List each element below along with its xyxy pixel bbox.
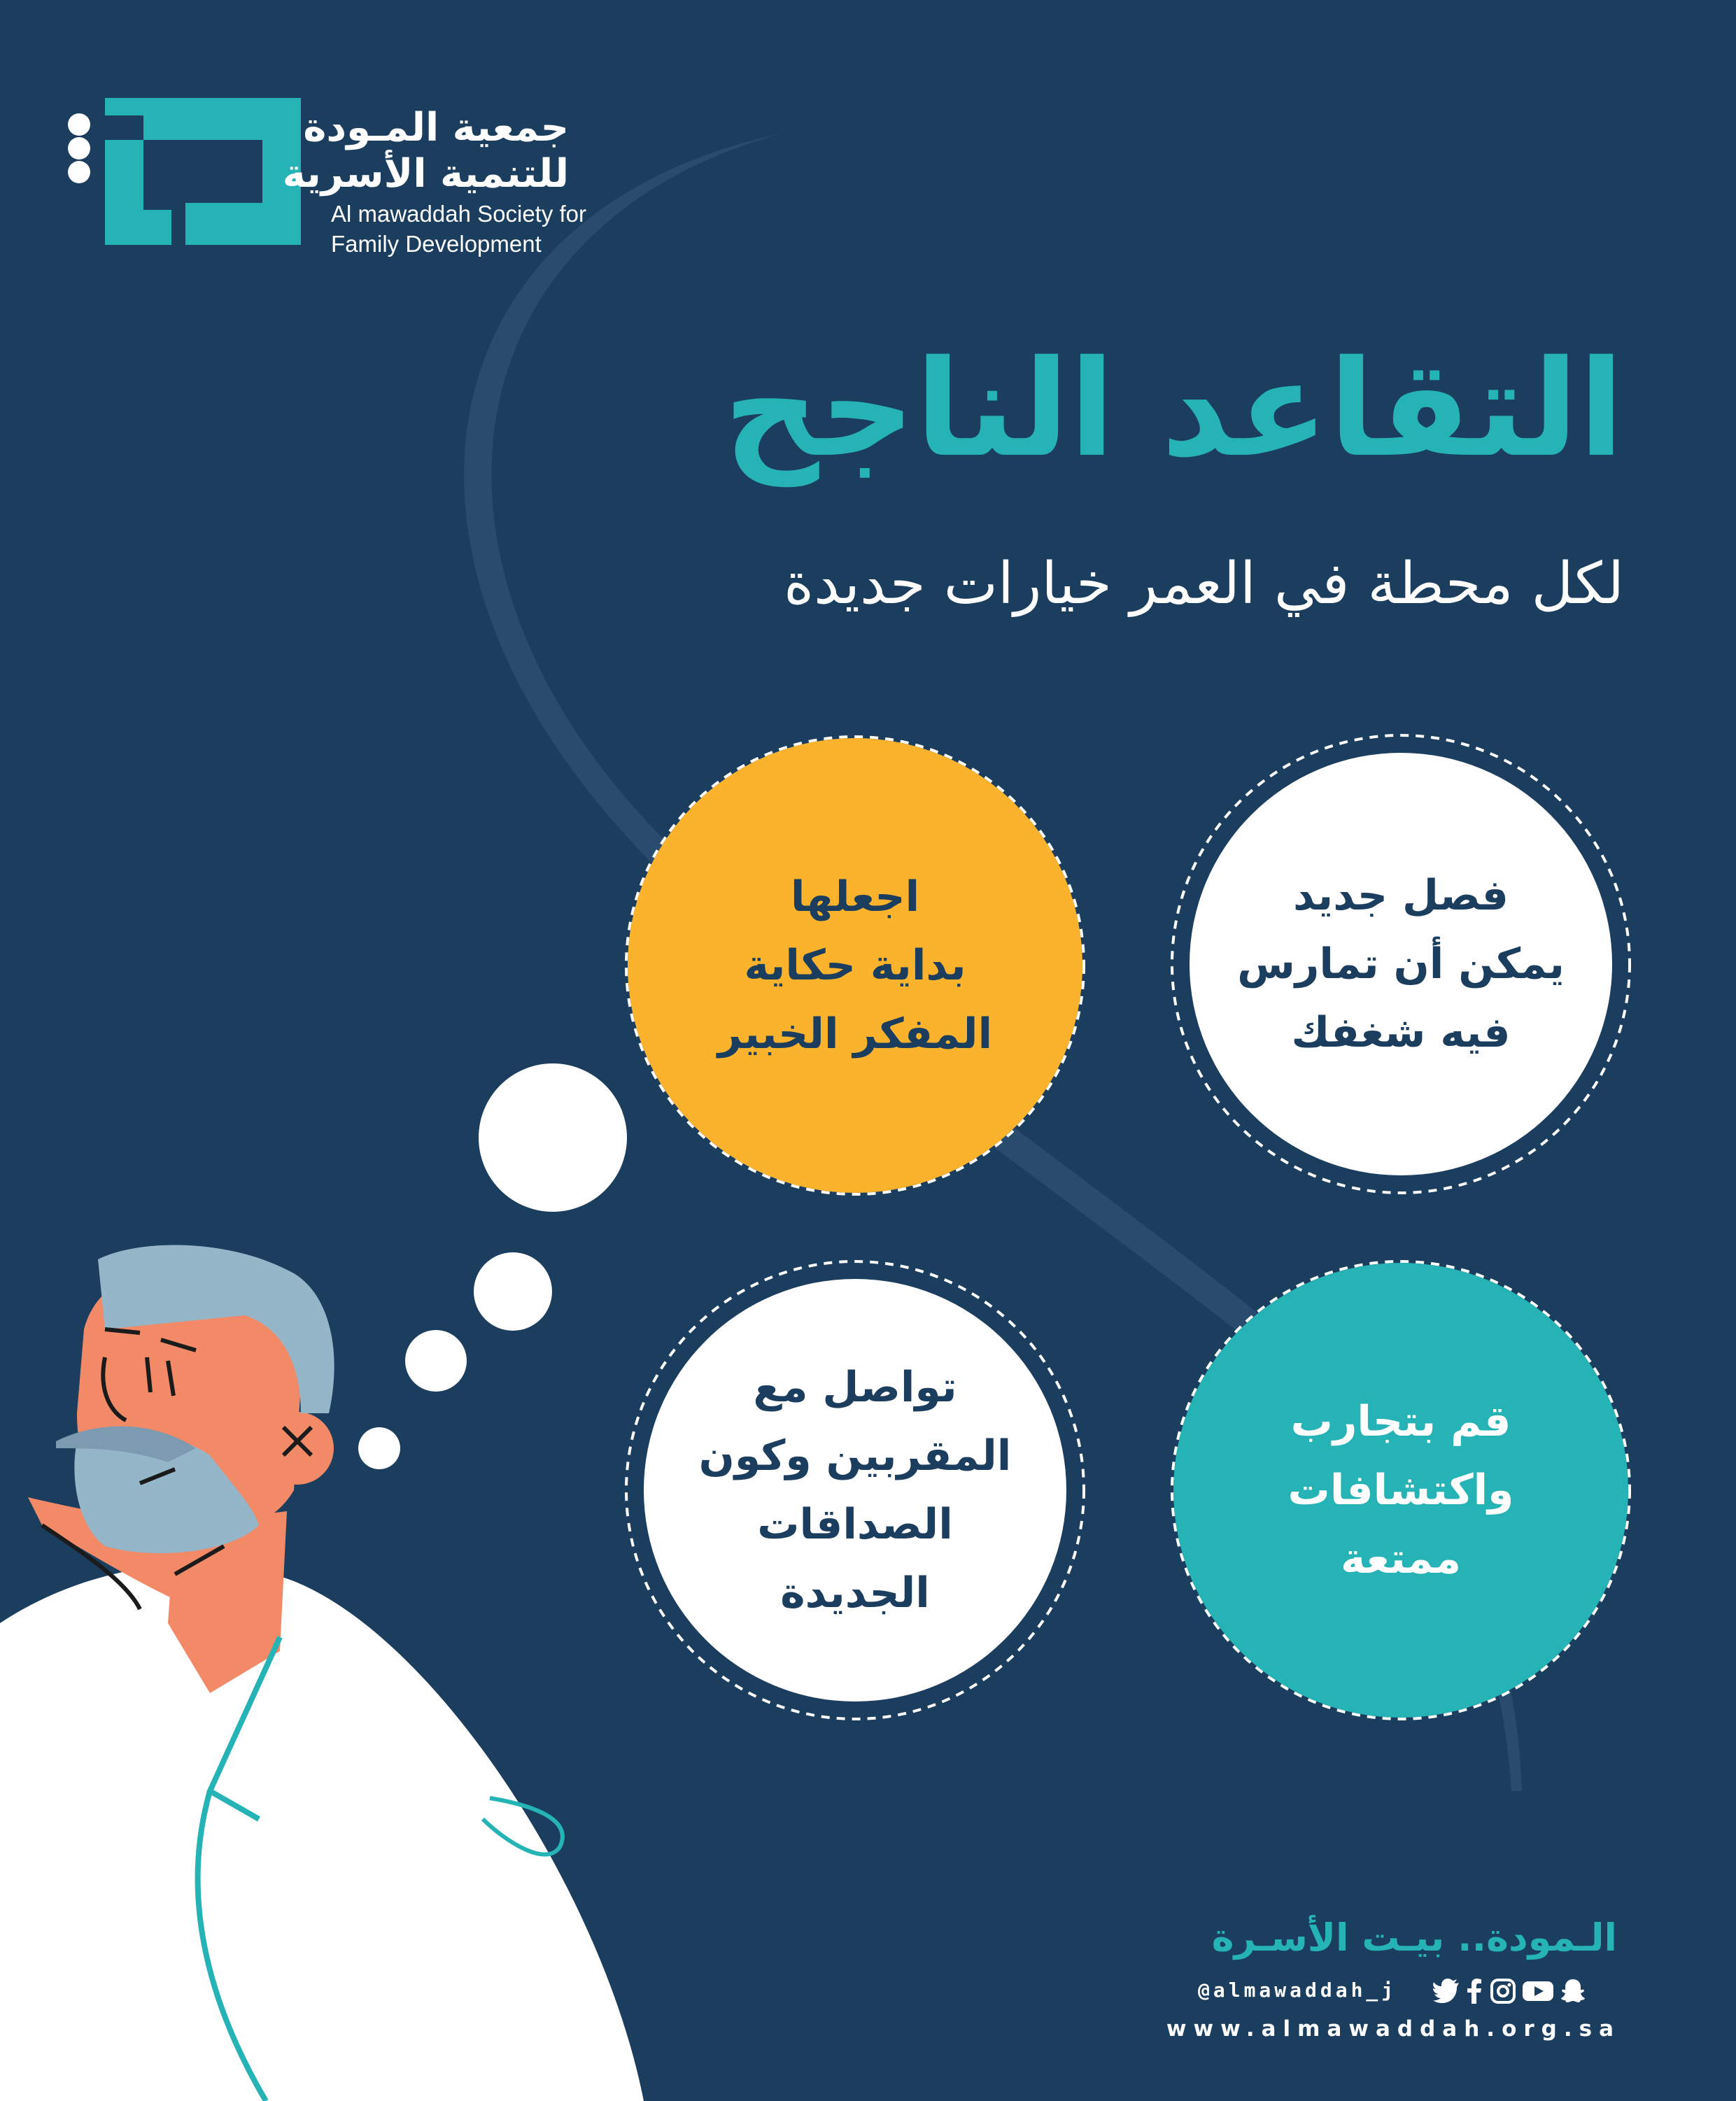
thought-bubble-medium bbox=[474, 1252, 552, 1331]
organization-name-english bbox=[331, 199, 625, 259]
thought-bubble-large bbox=[479, 1063, 627, 1212]
tip-1-line-1: فصل جديد bbox=[1293, 871, 1509, 920]
tip-3-line-2: واكتشافات bbox=[1287, 1466, 1514, 1515]
page-title: التقاعد الناجح bbox=[723, 332, 1624, 486]
social-handle[interactable]: @almawaddah_j bbox=[1198, 1979, 1397, 2002]
website-link[interactable]: www.almawaddah.org.sa bbox=[1166, 2016, 1621, 2042]
tip-4-line-1: تواصل مع bbox=[753, 1363, 957, 1412]
organization-name-arabic bbox=[261, 105, 569, 197]
thinking-man-illustration bbox=[0, 1245, 644, 2101]
tip-2-line-1: اجعلها bbox=[790, 872, 920, 921]
tip-3-text bbox=[1173, 1263, 1628, 1718]
tip-4-line-3: الصداقات bbox=[757, 1500, 953, 1549]
tip-1-text bbox=[1190, 753, 1612, 1175]
tip-4-line-2: المقربين وكون bbox=[698, 1431, 1012, 1480]
organization-name-ar-line1: جمعية المـودة bbox=[303, 105, 569, 150]
tip-4-line-4: الجديدة bbox=[780, 1569, 930, 1618]
facebook-icon[interactable] bbox=[1465, 1979, 1483, 2004]
organization-name-ar-line2: للتنمية الأسرية bbox=[282, 151, 569, 197]
tip-4-text bbox=[644, 1279, 1066, 1702]
tip-1-line-2: يمكن أن تمارس bbox=[1237, 940, 1565, 989]
thought-bubble-small bbox=[405, 1330, 467, 1392]
tip-2-line-2: بداية حكاية bbox=[744, 941, 966, 990]
tip-1-line-3: فيه شغفك bbox=[1291, 1008, 1511, 1057]
organization-name-en-line1: Al mawaddah Society for bbox=[331, 201, 587, 227]
page-subtitle: لكل محطة في العمر خيارات جديدة bbox=[784, 551, 1624, 617]
instagram-icon[interactable] bbox=[1490, 1979, 1516, 2004]
footer-slogan: الـمودة.. بيـت الأسـرة bbox=[1211, 1916, 1617, 1960]
youtube-icon[interactable] bbox=[1523, 1979, 1553, 2004]
snapchat-icon[interactable] bbox=[1560, 1979, 1586, 2004]
tip-2-text bbox=[628, 738, 1082, 1193]
twitter-icon[interactable] bbox=[1432, 1979, 1460, 2004]
thought-bubble-tiny bbox=[358, 1427, 400, 1469]
tip-3-line-3: ممتعة bbox=[1340, 1534, 1462, 1583]
tip-3-line-1: قم بتجارب bbox=[1290, 1397, 1511, 1446]
tip-2-line-3: المفكر الخبير bbox=[717, 1010, 993, 1059]
organization-name-en-line2: Family Development bbox=[331, 231, 542, 257]
